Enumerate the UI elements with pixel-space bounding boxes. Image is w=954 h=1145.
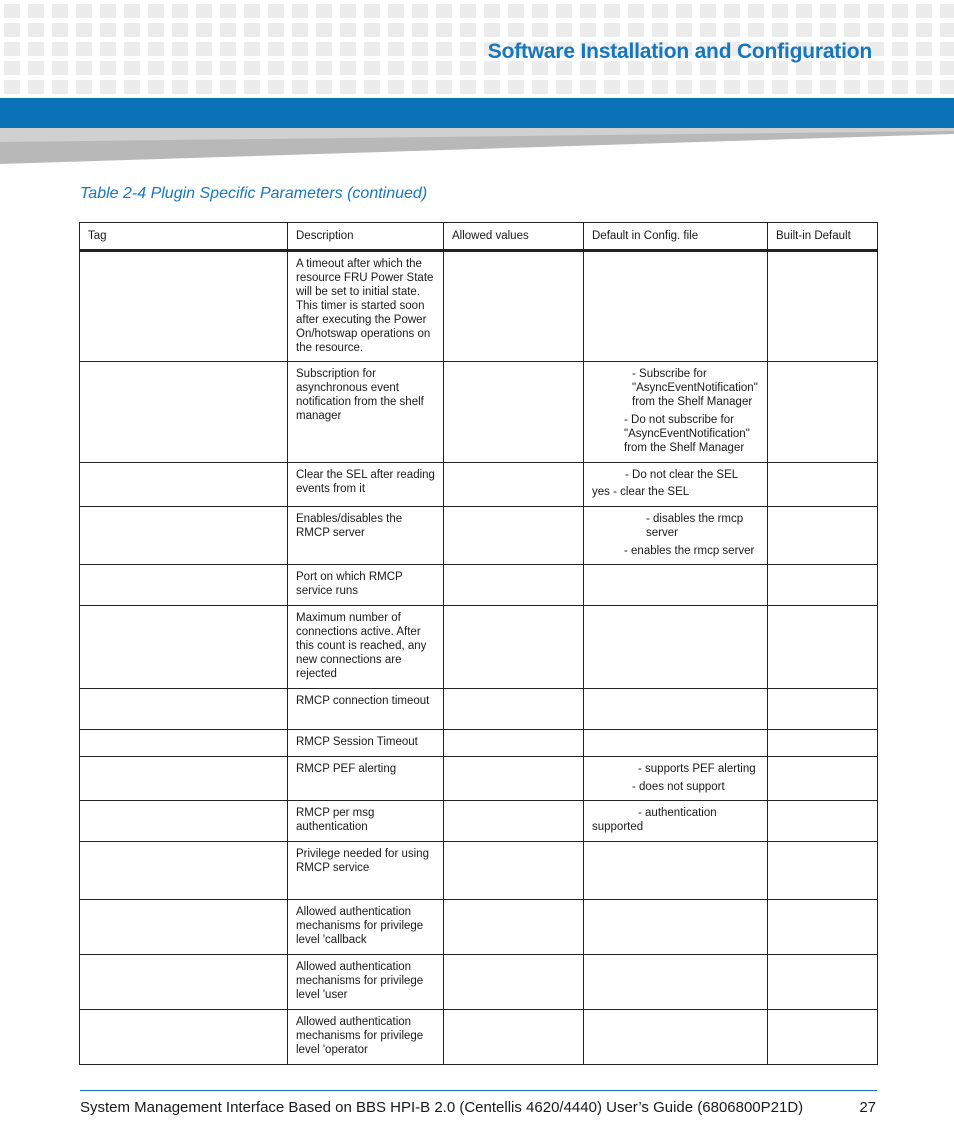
- pattern-square: [292, 4, 308, 18]
- cell-default: [584, 757, 768, 801]
- cell-allowed: [444, 1010, 584, 1065]
- pattern-square: [220, 42, 236, 56]
- pattern-square: [844, 80, 860, 94]
- pattern-square: [292, 80, 308, 94]
- pattern-square: [724, 23, 740, 37]
- pattern-square: [676, 23, 692, 37]
- pattern-square: [508, 23, 524, 37]
- pattern-square: [148, 4, 164, 18]
- pattern-square: [412, 80, 428, 94]
- cell-allowed: [444, 689, 584, 730]
- cell-tag: [80, 507, 288, 565]
- pattern-square: [532, 23, 548, 37]
- pattern-square: [676, 80, 692, 94]
- pattern-square: [4, 61, 20, 75]
- pattern-square: [4, 42, 20, 56]
- default-line: - authentication supported: [592, 807, 717, 833]
- pattern-square: [292, 61, 308, 75]
- cell-default: [584, 842, 768, 900]
- table-row: [80, 251, 878, 362]
- pattern-square: [556, 4, 572, 18]
- pattern-square: [76, 42, 92, 56]
- pattern-square: [604, 80, 620, 94]
- pattern-square: [484, 4, 500, 18]
- pattern-square: [892, 23, 908, 37]
- cell-description: Allowed authentication mechanisms for privilege level 'user: [288, 955, 444, 1010]
- cell-description: A timeout after which the resource FRU Power State will be set to initial state. This timer is started soon after executing the Power On/hotswap operations on the resource.: [288, 251, 444, 362]
- pattern-square: [4, 80, 20, 94]
- pattern-square: [508, 4, 524, 18]
- pattern-square: [340, 80, 356, 94]
- page-title: Software Installation and Configuration: [487, 40, 872, 63]
- pattern-square: [340, 61, 356, 75]
- pattern-square: [100, 4, 116, 18]
- cell-tag: [80, 1010, 288, 1065]
- cell-builtin: [768, 730, 878, 757]
- cell-default: [584, 362, 768, 463]
- pattern-square: [268, 80, 284, 94]
- pattern-square: [460, 23, 476, 37]
- pattern-square: [868, 23, 884, 37]
- cell-default: [584, 507, 768, 565]
- pattern-square: [388, 23, 404, 37]
- pattern-square: [364, 4, 380, 18]
- pattern-square: [196, 4, 212, 18]
- cell-allowed: [444, 463, 584, 507]
- cell-default: [584, 1010, 768, 1065]
- default-line: - does not support: [632, 781, 725, 793]
- cell-tag: [80, 362, 288, 463]
- header-swoosh: [0, 128, 954, 164]
- pattern-square: [940, 61, 954, 75]
- cell-tag: [80, 251, 288, 362]
- pattern-square: [652, 4, 668, 18]
- cell-builtin: [768, 1010, 878, 1065]
- cell-description: Allowed authentication mechanisms for privilege level 'operator: [288, 1010, 444, 1065]
- cell-description: RMCP Session Timeout: [288, 730, 444, 757]
- parameters-table: [79, 222, 878, 1065]
- default-line: - Do not clear the SEL: [625, 469, 739, 481]
- cell-tag: [80, 900, 288, 955]
- column-header-builtin-default: Built-in Default: [768, 223, 878, 251]
- pattern-square: [316, 23, 332, 37]
- cell-allowed: [444, 606, 584, 689]
- table-row: [80, 507, 878, 565]
- table-header-row: [80, 223, 878, 251]
- cell-allowed: [444, 900, 584, 955]
- cell-tag: [80, 757, 288, 801]
- pattern-square: [412, 4, 428, 18]
- pattern-square: [532, 4, 548, 18]
- cell-description: Privilege needed for using RMCP service: [288, 842, 444, 900]
- pattern-square: [268, 61, 284, 75]
- pattern-square: [748, 23, 764, 37]
- pattern-square: [844, 4, 860, 18]
- pattern-square: [580, 4, 596, 18]
- pattern-square: [604, 4, 620, 18]
- cell-builtin: [768, 606, 878, 689]
- pattern-square: [76, 4, 92, 18]
- pattern-square: [436, 23, 452, 37]
- pattern-square: [100, 42, 116, 56]
- pattern-square: [124, 80, 140, 94]
- pattern-square: [244, 23, 260, 37]
- cell-allowed: [444, 757, 584, 801]
- pattern-square: [220, 80, 236, 94]
- pattern-square: [916, 80, 932, 94]
- default-line: yes - clear the SEL: [592, 486, 690, 498]
- pattern-square: [340, 23, 356, 37]
- cell-default: [584, 955, 768, 1010]
- cell-tag: [80, 463, 288, 507]
- cell-builtin: [768, 900, 878, 955]
- cell-builtin: [768, 955, 878, 1010]
- pattern-square: [364, 23, 380, 37]
- cell-default: [584, 730, 768, 757]
- pattern-square: [460, 80, 476, 94]
- table-row: [80, 757, 878, 801]
- pattern-square: [724, 4, 740, 18]
- pattern-square: [292, 42, 308, 56]
- pattern-square: [244, 42, 260, 56]
- pattern-square: [892, 4, 908, 18]
- pattern-square: [148, 23, 164, 37]
- cell-allowed: [444, 251, 584, 362]
- pattern-square: [916, 61, 932, 75]
- default-line: - supports PEF alerting: [638, 763, 756, 775]
- pattern-square: [748, 4, 764, 18]
- table-row: [80, 463, 878, 507]
- cell-default: [584, 900, 768, 955]
- default-line: - Subscribe for "AsyncEventNotification" from the Shelf Manager: [632, 368, 758, 408]
- pattern-square: [364, 42, 380, 56]
- pattern-square: [364, 61, 380, 75]
- cell-description: Port on which RMCP service runs: [288, 565, 444, 606]
- table-row: [80, 801, 878, 842]
- pattern-square: [628, 23, 644, 37]
- pattern-square: [100, 61, 116, 75]
- footer-rule: [80, 1090, 877, 1091]
- cell-builtin: [768, 757, 878, 801]
- pattern-square: [28, 80, 44, 94]
- pattern-square: [244, 61, 260, 75]
- cell-allowed: [444, 842, 584, 900]
- cell-description: Maximum number of connections active. After this count is reached, any new connections are rejected: [288, 606, 444, 689]
- pattern-square: [316, 42, 332, 56]
- pattern-square: [172, 4, 188, 18]
- pattern-square: [172, 61, 188, 75]
- pattern-square: [220, 4, 236, 18]
- pattern-square: [892, 61, 908, 75]
- column-header-default-config: Default in Config. file: [584, 223, 768, 251]
- pattern-square: [820, 80, 836, 94]
- default-line: - enables the rmcp server: [624, 545, 755, 557]
- pattern-square: [892, 80, 908, 94]
- pattern-square: [196, 23, 212, 37]
- cell-allowed: [444, 730, 584, 757]
- pattern-square: [172, 23, 188, 37]
- pattern-square: [100, 80, 116, 94]
- pattern-square: [844, 23, 860, 37]
- header-bar: [0, 98, 954, 128]
- cell-description: RMCP per msg authentication: [288, 801, 444, 842]
- pattern-square: [172, 42, 188, 56]
- cell-builtin: [768, 565, 878, 606]
- pattern-square: [700, 80, 716, 94]
- cell-builtin: [768, 251, 878, 362]
- pattern-square: [820, 23, 836, 37]
- pattern-square: [484, 80, 500, 94]
- pattern-square: [292, 23, 308, 37]
- default-line: - disables the rmcp server: [646, 513, 744, 539]
- footer-title: System Management Interface Based on BBS HPI-B 2.0 (Centellis 4620/4440) User’s Guide (6806800P21D): [80, 1099, 804, 1116]
- cell-allowed: [444, 565, 584, 606]
- cell-allowed: [444, 507, 584, 565]
- cell-tag: [80, 801, 288, 842]
- pattern-square: [412, 23, 428, 37]
- cell-builtin: [768, 507, 878, 565]
- cell-description: RMCP PEF alerting: [288, 757, 444, 801]
- pattern-square: [556, 80, 572, 94]
- cell-description: Clear the SEL after reading events from it: [288, 463, 444, 507]
- pattern-square: [940, 80, 954, 94]
- pattern-square: [316, 80, 332, 94]
- table-row: [80, 362, 878, 463]
- pattern-square: [796, 80, 812, 94]
- pattern-square: [196, 61, 212, 75]
- cell-allowed: [444, 362, 584, 463]
- pattern-square: [28, 4, 44, 18]
- pattern-square: [76, 23, 92, 37]
- pattern-square: [28, 42, 44, 56]
- pattern-square: [916, 23, 932, 37]
- pattern-square: [868, 4, 884, 18]
- pattern-square: [820, 4, 836, 18]
- pattern-square: [268, 42, 284, 56]
- column-header-tag: Tag: [80, 223, 288, 251]
- table-row: [80, 606, 878, 689]
- cell-default: [584, 251, 768, 362]
- pattern-square: [388, 80, 404, 94]
- page-number: 27: [859, 1099, 876, 1116]
- pattern-square: [460, 4, 476, 18]
- pattern-square: [772, 4, 788, 18]
- cell-tag: [80, 730, 288, 757]
- pattern-square: [268, 4, 284, 18]
- pattern-square: [244, 80, 260, 94]
- pattern-square: [508, 80, 524, 94]
- default-line: - Do not subscribe for "AsyncEventNotification" from the Shelf Manager: [624, 414, 750, 454]
- table-row: [80, 730, 878, 757]
- pattern-square: [124, 42, 140, 56]
- pattern-square: [436, 80, 452, 94]
- cell-builtin: [768, 362, 878, 463]
- pattern-square: [700, 23, 716, 37]
- pattern-square: [100, 23, 116, 37]
- pattern-square: [628, 4, 644, 18]
- pattern-square: [52, 61, 68, 75]
- pattern-square: [892, 42, 908, 56]
- pattern-square: [772, 80, 788, 94]
- pattern-square: [340, 42, 356, 56]
- pattern-square: [796, 23, 812, 37]
- pattern-square: [124, 61, 140, 75]
- pattern-square: [940, 42, 954, 56]
- pattern-square: [724, 80, 740, 94]
- pattern-square: [652, 23, 668, 37]
- pattern-square: [76, 80, 92, 94]
- cell-tag: [80, 565, 288, 606]
- table-caption: Table 2-4 Plugin Specific Parameters (continued): [80, 185, 428, 202]
- pattern-square: [4, 4, 20, 18]
- pattern-square: [52, 80, 68, 94]
- pattern-square: [604, 23, 620, 37]
- pattern-square: [76, 61, 92, 75]
- pattern-square: [28, 61, 44, 75]
- table-row: [80, 955, 878, 1010]
- pattern-square: [772, 23, 788, 37]
- pattern-square: [484, 23, 500, 37]
- cell-default: [584, 606, 768, 689]
- cell-description: RMCP connection timeout: [288, 689, 444, 730]
- pattern-square: [916, 42, 932, 56]
- pattern-square: [916, 4, 932, 18]
- pattern-square: [316, 4, 332, 18]
- cell-tag: [80, 689, 288, 730]
- pattern-square: [388, 4, 404, 18]
- cell-default: [584, 463, 768, 507]
- pattern-square: [796, 4, 812, 18]
- pattern-square: [340, 4, 356, 18]
- pattern-square: [196, 42, 212, 56]
- pattern-square: [52, 42, 68, 56]
- pattern-square: [220, 61, 236, 75]
- cell-default: [584, 801, 768, 842]
- pattern-square: [532, 80, 548, 94]
- pattern-square: [4, 23, 20, 37]
- pattern-square: [868, 80, 884, 94]
- pattern-square: [700, 4, 716, 18]
- pattern-square: [148, 42, 164, 56]
- pattern-square: [628, 80, 644, 94]
- pattern-square: [940, 4, 954, 18]
- pattern-square: [52, 4, 68, 18]
- cell-tag: [80, 842, 288, 900]
- pattern-square: [220, 23, 236, 37]
- cell-builtin: [768, 842, 878, 900]
- cell-builtin: [768, 463, 878, 507]
- cell-default: [584, 565, 768, 606]
- pattern-square: [124, 4, 140, 18]
- cell-default: [584, 689, 768, 730]
- cell-builtin: [768, 689, 878, 730]
- table-row: [80, 689, 878, 730]
- cell-description: Subscription for asynchronous event notification from the shelf manager: [288, 362, 444, 463]
- pattern-square: [556, 23, 572, 37]
- pattern-square: [172, 80, 188, 94]
- pattern-square: [316, 61, 332, 75]
- pattern-square: [52, 23, 68, 37]
- pattern-square: [580, 80, 596, 94]
- table-row: [80, 565, 878, 606]
- cell-allowed: [444, 801, 584, 842]
- table-row: [80, 900, 878, 955]
- pattern-square: [364, 80, 380, 94]
- pattern-square: [748, 80, 764, 94]
- pattern-square: [940, 23, 954, 37]
- pattern-square: [268, 23, 284, 37]
- pattern-square: [244, 4, 260, 18]
- table-row: [80, 842, 878, 900]
- table-row: [80, 1010, 878, 1065]
- cell-builtin: [768, 801, 878, 842]
- cell-allowed: [444, 955, 584, 1010]
- pattern-square: [196, 80, 212, 94]
- pattern-square: [148, 80, 164, 94]
- cell-description: Allowed authentication mechanisms for privilege level 'callback: [288, 900, 444, 955]
- pattern-square: [580, 23, 596, 37]
- pattern-square: [652, 80, 668, 94]
- pattern-square: [436, 4, 452, 18]
- cell-tag: [80, 955, 288, 1010]
- pattern-square: [148, 61, 164, 75]
- pattern-square: [124, 23, 140, 37]
- cell-description: Enables/disables the RMCP server: [288, 507, 444, 565]
- cell-tag: [80, 606, 288, 689]
- column-header-allowed-values: Allowed values: [444, 223, 584, 251]
- column-header-description: Description: [288, 223, 444, 251]
- pattern-square: [676, 4, 692, 18]
- pattern-square: [28, 23, 44, 37]
